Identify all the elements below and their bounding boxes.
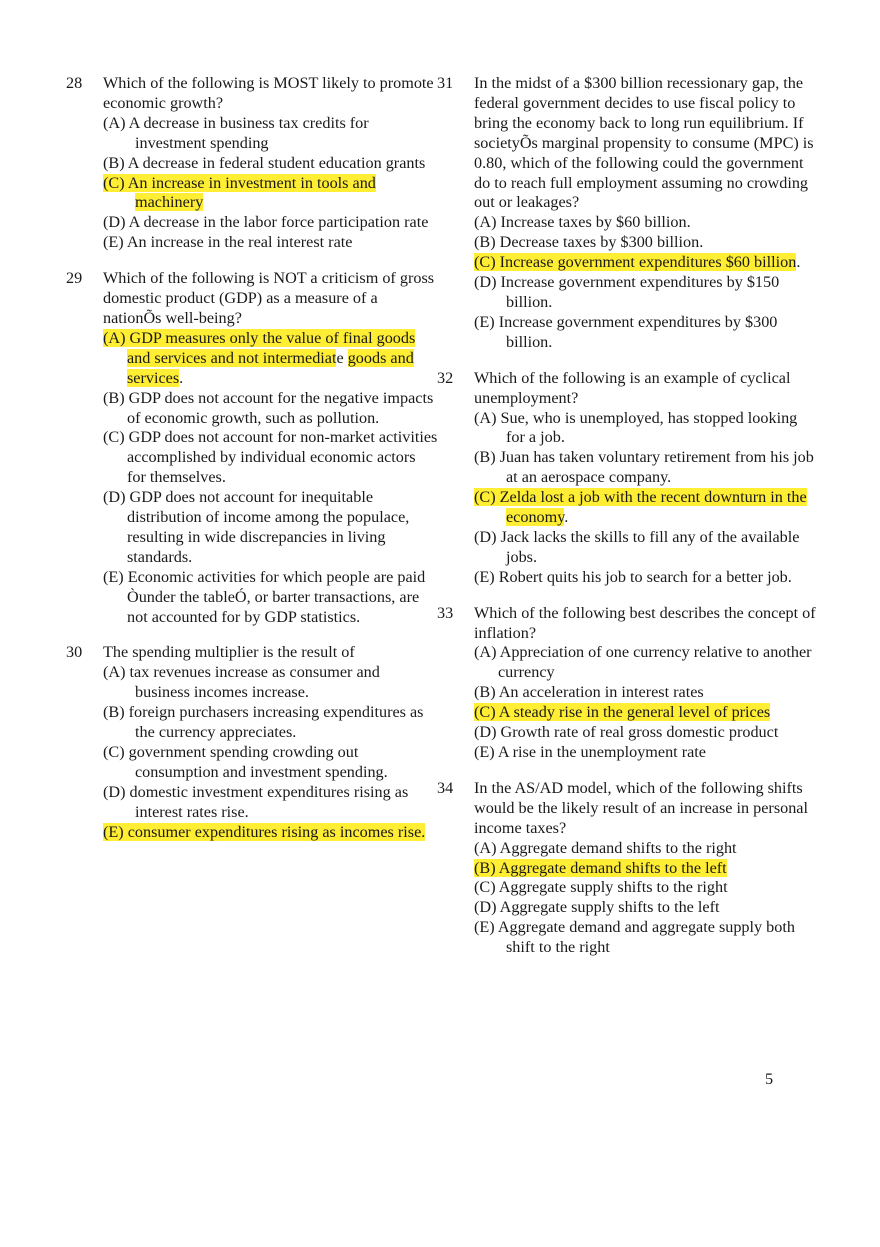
question-number: 34: [437, 778, 454, 797]
option-c: (C) Aggregate supply shifts to the right: [474, 878, 728, 897]
option-e: (E) Robert quits his job to search for a better job.: [474, 567, 792, 586]
option-e-answer: [103, 823, 438, 843]
answer-highlight: (C) Increase government expenditures $60 billion: [474, 253, 797, 272]
question-stem: In the midst of a $300 billion recessionary gap, the federal government decides to use fiscal policy to bring the economy back to long run equilibrium. If societyÕs marginal propensity to consume (MPC) is 0.80, which of the following could the government do to reach full employment assuming no crowding out or leakages?: [474, 74, 814, 212]
option-d: (D) GDP does not account for inequitable distribution of income among the populace, resulting in wide discrepancies in living standards.: [103, 488, 410, 566]
option-a: (A) Appreciation of one currency relative to another currency: [474, 643, 812, 682]
option-b-answer: [474, 859, 817, 879]
option-d: (D) Jack lacks the skills to fill any of the available jobs.: [474, 527, 800, 566]
right-column: [437, 74, 817, 958]
question-number: 31: [437, 74, 454, 92]
option-a: (A) Increase taxes by $60 billion.: [474, 213, 691, 232]
option-a: (A) tax revenues increase as consumer and business incomes increase.: [103, 663, 380, 702]
option-a: (A) Sue, who is unemployed, has stopped looking for a job.: [474, 408, 798, 447]
option-b: (B) foreign purchasers increasing expenditures as the currency appreciates.: [103, 703, 424, 742]
answer-highlight: (C) A steady rise in the general level of prices: [474, 703, 771, 722]
option-a-answer: [103, 329, 438, 389]
page-number: 5: [765, 1070, 774, 1088]
option-e: (E) A rise in the unemployment rate: [474, 743, 706, 761]
option-c: (C) GDP does not account for non-market activities accomplished by individual economic actors for themselves.: [103, 428, 438, 487]
option-b: (B) A decrease in federal student education grants: [103, 153, 426, 172]
option-a: (A) Aggregate demand shifts to the right: [474, 838, 737, 857]
option-b: (B) An acceleration in interest rates: [474, 683, 704, 702]
answer-highlight: goods and services: [127, 348, 414, 387]
answer-period: .: [564, 508, 569, 527]
question-stem: Which of the following best describes the concept of inflation?: [474, 603, 816, 642]
option-c-answer: [103, 174, 438, 214]
answer-highlight: (C) An increase in investment in tools and machinery: [103, 173, 376, 212]
option-d: (D) Aggregate supply shifts to the left: [474, 898, 720, 917]
question-32: [437, 369, 817, 588]
question-number: 33: [437, 603, 454, 622]
question-33: [437, 604, 817, 763]
question-34: [437, 779, 817, 958]
answer-highlight: (A) GDP measures only the value of final goods and services and not intermediat: [103, 328, 416, 367]
option-e: (E) Aggregate demand and aggregate supply both shift to the right: [474, 918, 795, 957]
answer-period: .: [179, 368, 184, 387]
question-31: [437, 74, 817, 353]
option-c: (C) government spending crowding out consumption and investment spending.: [103, 743, 388, 781]
question-stem: Which of the following is MOST likely to promote economic growth?: [103, 74, 434, 112]
answer-highlight: (C) Zelda lost a job with the recent downturn in the economy: [474, 488, 807, 527]
option-d: (D) Growth rate of real gross domestic product: [474, 723, 779, 742]
option-e: (E) An increase in the real interest rate: [103, 233, 353, 252]
question-30: [66, 643, 438, 842]
option-d: (D) domestic investment expenditures rising as interest rates rise.: [103, 782, 409, 821]
option-d: (D) Increase government expenditures by $150 billion.: [474, 273, 780, 311]
question-number: 28: [66, 74, 83, 92]
option-c-answer: [474, 488, 817, 528]
question-stem: Which of the following is an example of cyclical unemployment?: [474, 368, 791, 407]
question-number: 29: [66, 269, 83, 288]
left-column: [66, 74, 438, 843]
answer-highlight: (B) Aggregate demand shifts to the left: [474, 858, 727, 877]
option-e: (E) Economic activities for which people are paid Òunder the tableÓ, or barter transactions, are not accounted for by GDP statistics.: [103, 567, 426, 626]
answer-highlight: (E) consumer expenditures rising as incomes rise.: [103, 822, 426, 841]
option-c-answer: [474, 703, 817, 723]
question-stem: The spending multiplier is the result of: [103, 643, 355, 662]
option-b: (B) Juan has taken voluntary retirement from his job at an aerospace company.: [474, 448, 814, 487]
option-b: (B) GDP does not account for the negative impacts of economic growth, such as pollution.: [103, 388, 434, 427]
question-number: 30: [66, 643, 83, 662]
question-29: [66, 269, 438, 627]
option-e: (E) Increase government expenditures by $300 billion.: [474, 312, 778, 351]
option-a: (A) A decrease in business tax credits for investment spending: [103, 113, 369, 152]
question-stem: In the AS/AD model, which of the following shifts would be the likely result of an increase in personal income taxes?: [474, 778, 808, 837]
answer-period: .: [796, 253, 801, 272]
question-number: 32: [437, 368, 454, 387]
option-b: (B) Decrease taxes by $300 billion.: [474, 233, 704, 252]
answer-unhighlighted: e: [336, 348, 344, 367]
question-28: [66, 74, 438, 253]
question-stem: Which of the following is NOT a criticism of gross domestic product (GDP) as a measure of a nationÕs well-being?: [103, 269, 435, 327]
option-c-answer: [474, 253, 817, 273]
option-d: (D) A decrease in the labor force participation rate: [103, 213, 429, 232]
